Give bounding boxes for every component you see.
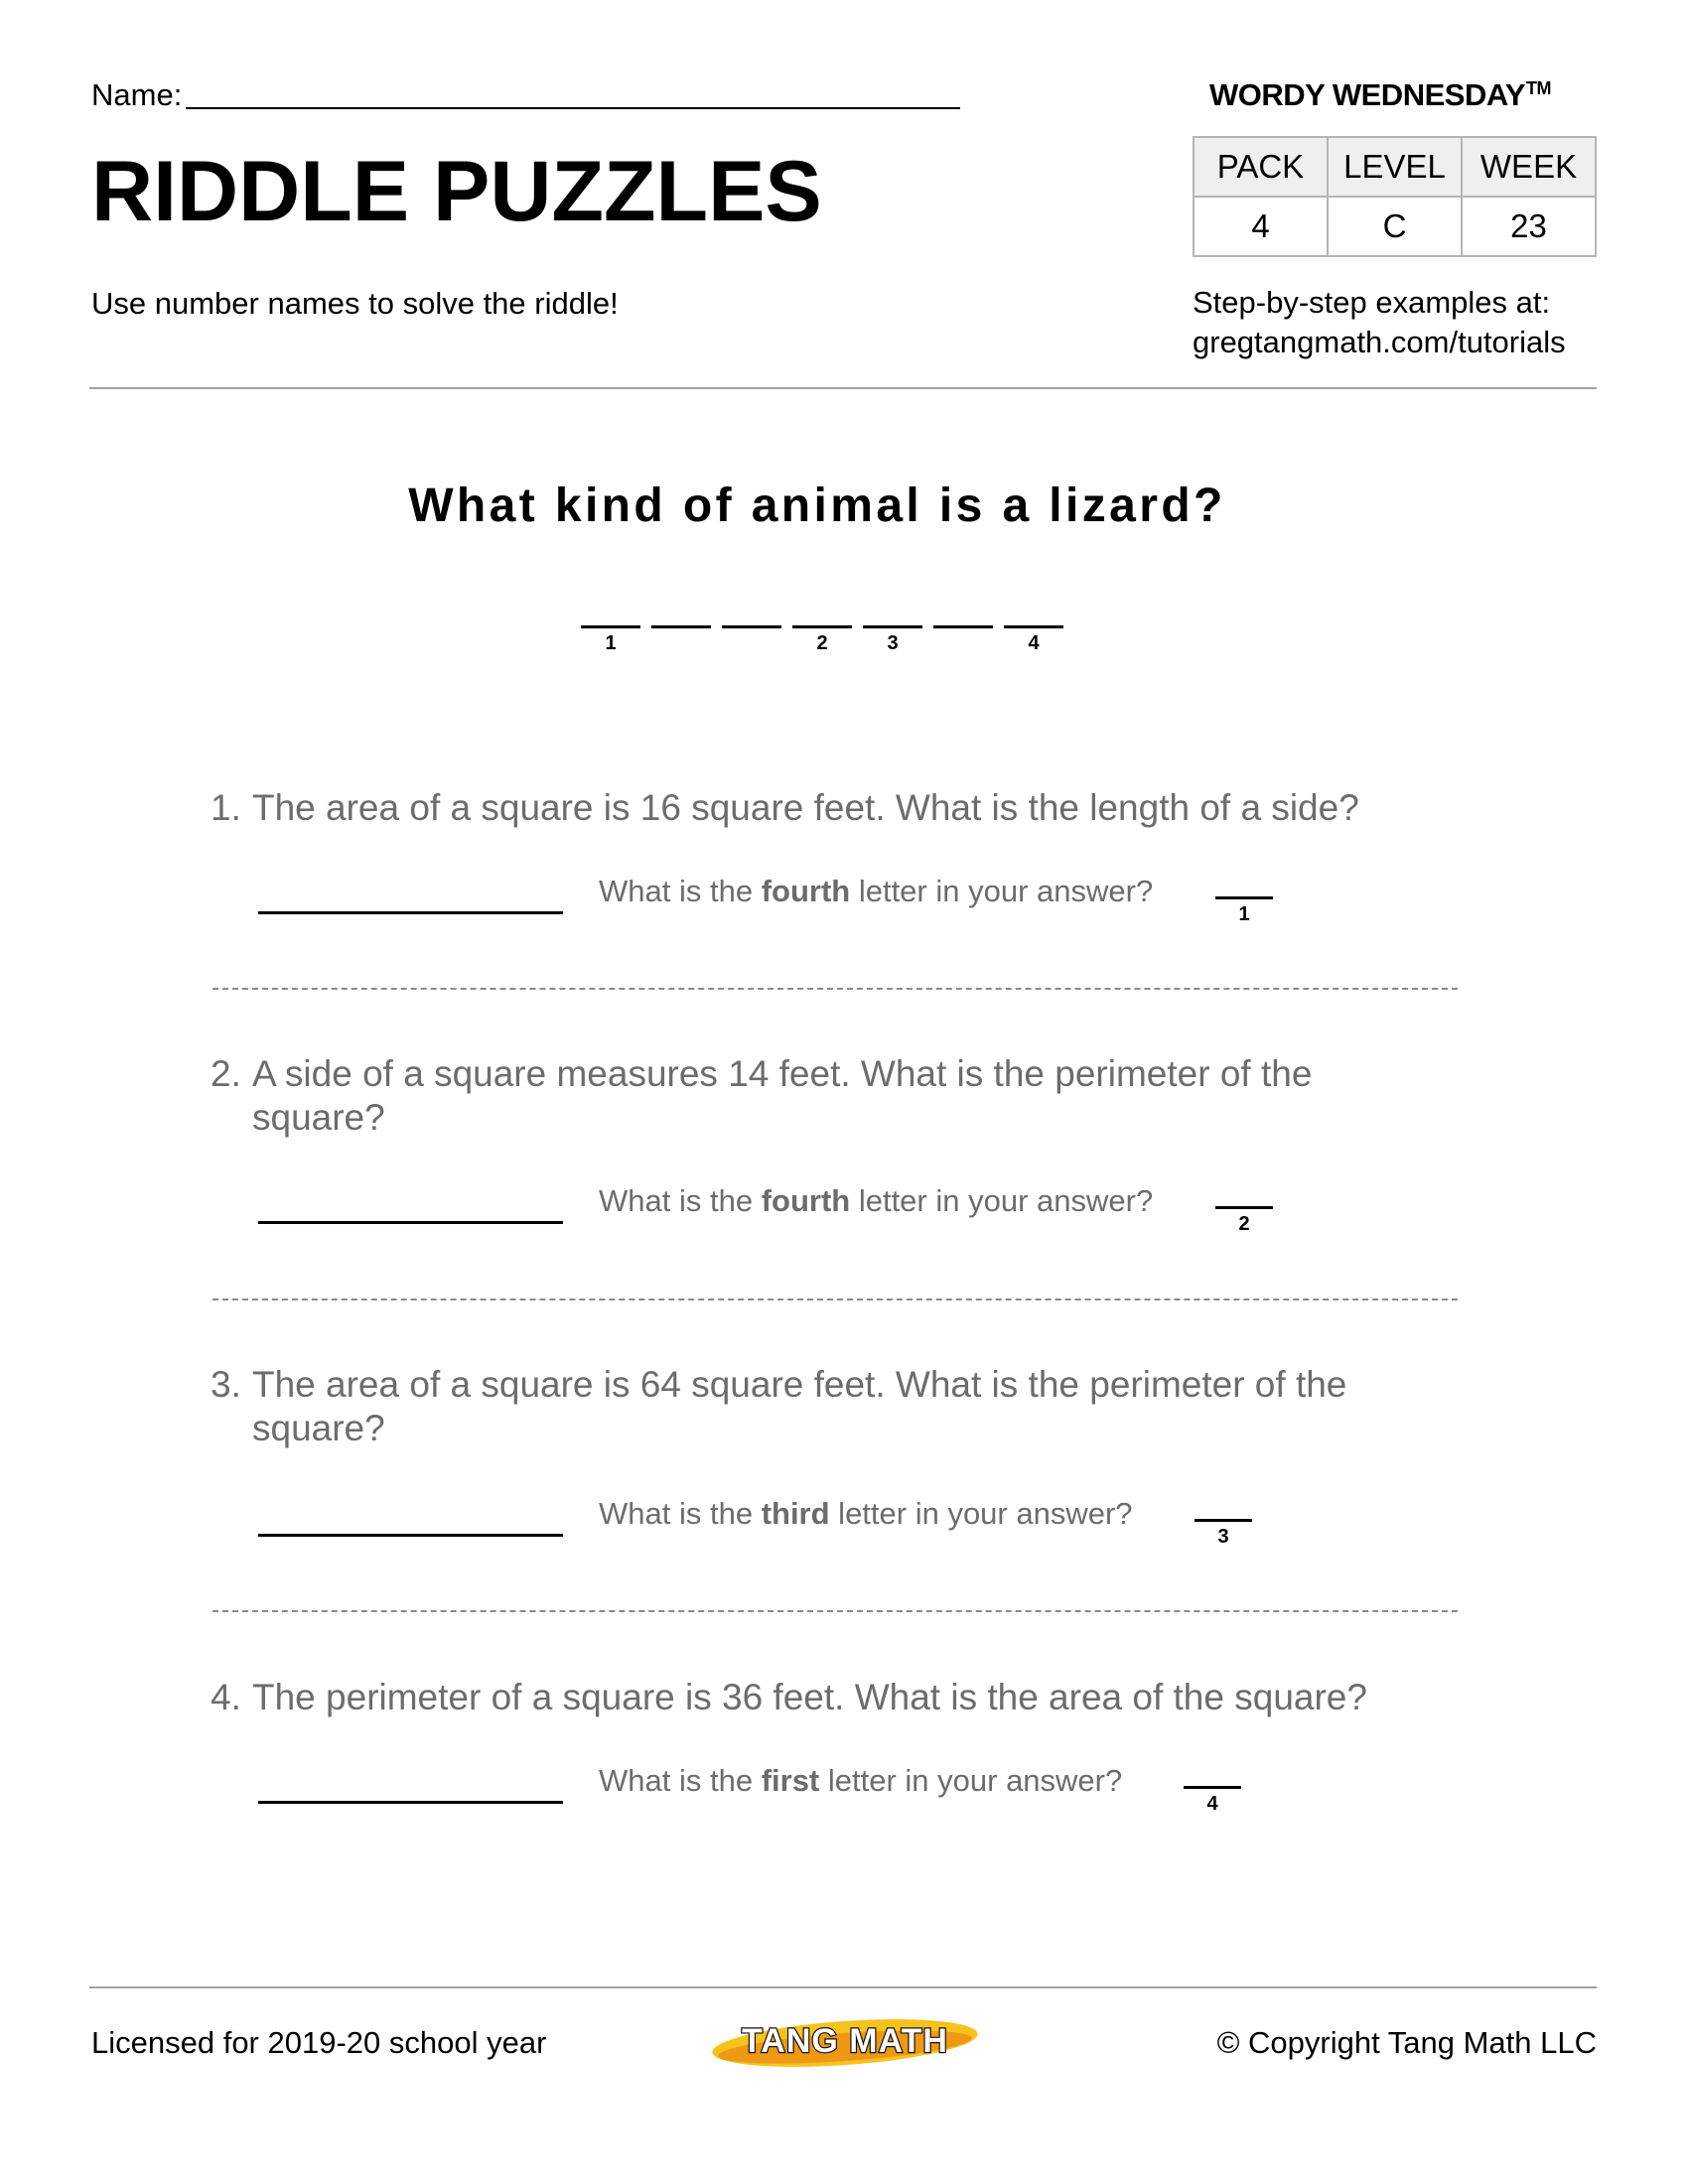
- letter-prompt-1: [599, 874, 1153, 909]
- ordinal: first: [761, 1763, 820, 1798]
- question-text: The area of a square is 16 square feet. What is the length of a side?: [252, 787, 1359, 828]
- pack-value: 4: [1194, 197, 1328, 256]
- section-divider: [212, 1298, 1458, 1300]
- riddle-letter-slot[interactable]: [863, 625, 922, 655]
- trademark-mark: TM: [1526, 77, 1552, 98]
- prompt-text: What is the: [599, 874, 762, 908]
- slot-number: 1: [1238, 903, 1250, 925]
- letter-prompt-2: [599, 1183, 1153, 1219]
- pack-header: PACK: [1194, 137, 1328, 197]
- name-row: [91, 77, 960, 113]
- slot-number: 3: [1217, 1526, 1229, 1548]
- name-label: Name:: [91, 77, 183, 112]
- letter-slot-3[interactable]: [1195, 1519, 1252, 1549]
- page-title: RIDDLE PUZZLES: [91, 144, 822, 239]
- question-text: The area of a square is 64 square feet. What is the perimeter of the square?: [252, 1364, 1347, 1448]
- riddle-letter-slot[interactable]: [581, 625, 640, 655]
- answer-line-4[interactable]: [258, 1801, 563, 1804]
- question-4: [211, 1676, 1442, 1719]
- prompt-text: What is the: [599, 1763, 762, 1798]
- section-divider: [212, 1610, 1458, 1612]
- slot-number: 2: [1238, 1213, 1250, 1235]
- tutorial-url: gregtangmath.com/tutorials: [1193, 325, 1566, 359]
- question-2: [211, 1052, 1442, 1140]
- riddle-letter-slot[interactable]: [1004, 625, 1063, 655]
- question-number: 3.: [211, 1364, 241, 1405]
- answer-line-1[interactable]: [258, 911, 563, 914]
- ordinal: fourth: [761, 874, 851, 908]
- header-divider: [89, 387, 1597, 389]
- answer-line-3[interactable]: [258, 1534, 563, 1537]
- riddle-letter-slot[interactable]: [722, 625, 781, 631]
- slot-number: 2: [816, 632, 828, 654]
- slot-number: 1: [605, 632, 617, 654]
- question-number: 1.: [211, 787, 241, 828]
- series-name: WORDY WEDNESDAY: [1209, 77, 1526, 112]
- letter-prompt-4: [599, 1763, 1122, 1799]
- prompt-text: letter in your answer?: [850, 1183, 1154, 1218]
- letter-slot-4[interactable]: [1184, 1786, 1241, 1816]
- tutorial-note: [1193, 283, 1566, 362]
- ordinal: third: [761, 1496, 830, 1531]
- question-3: [211, 1363, 1442, 1450]
- riddle-letter-slot[interactable]: [651, 625, 711, 631]
- prompt-text: letter in your answer?: [819, 1763, 1123, 1798]
- tang-math-logo: [707, 2009, 983, 2073]
- question-1: [211, 786, 1442, 830]
- license-text: Licensed for 2019-20 school year: [91, 2025, 547, 2060]
- ordinal: fourth: [761, 1183, 851, 1218]
- footer-divider: [89, 1986, 1597, 1988]
- level-value: C: [1328, 197, 1462, 256]
- instructions: Use number names to solve the riddle!: [91, 286, 619, 321]
- riddle-question: What kind of animal is a lizard?: [408, 479, 1226, 532]
- name-input-line[interactable]: [186, 107, 960, 109]
- answer-line-2[interactable]: [258, 1221, 563, 1224]
- question-text: A side of a square measures 14 feet. What is the perimeter of the square?: [252, 1053, 1313, 1138]
- level-header: LEVEL: [1328, 137, 1462, 197]
- slot-number: 3: [887, 632, 899, 654]
- series-title: [1209, 77, 1551, 113]
- letter-prompt-3: [599, 1496, 1133, 1532]
- section-divider: [212, 988, 1458, 990]
- info-table: [1193, 136, 1597, 257]
- logo-text: TANG MATH: [742, 2022, 948, 2060]
- week-value: 23: [1462, 197, 1596, 256]
- prompt-text: letter in your answer?: [829, 1496, 1133, 1531]
- riddle-letter-slot[interactable]: [933, 625, 993, 631]
- prompt-text: What is the: [599, 1496, 762, 1531]
- copyright-text: © Copyright Tang Math LLC: [1216, 2025, 1597, 2060]
- prompt-text: What is the: [599, 1183, 762, 1218]
- letter-slot-2[interactable]: [1215, 1206, 1273, 1236]
- week-header: WEEK: [1462, 137, 1596, 197]
- tutorial-label: Step-by-step examples at:: [1193, 285, 1551, 320]
- letter-slot-1[interactable]: [1215, 896, 1273, 926]
- slot-number: 4: [1028, 632, 1040, 654]
- question-number: 2.: [211, 1053, 241, 1094]
- question-text: The perimeter of a square is 36 feet. What is the area of the square?: [252, 1677, 1367, 1717]
- slot-number: 4: [1206, 1793, 1218, 1815]
- question-number: 4.: [211, 1677, 241, 1717]
- prompt-text: letter in your answer?: [850, 874, 1154, 908]
- riddle-letter-slot[interactable]: [792, 625, 852, 655]
